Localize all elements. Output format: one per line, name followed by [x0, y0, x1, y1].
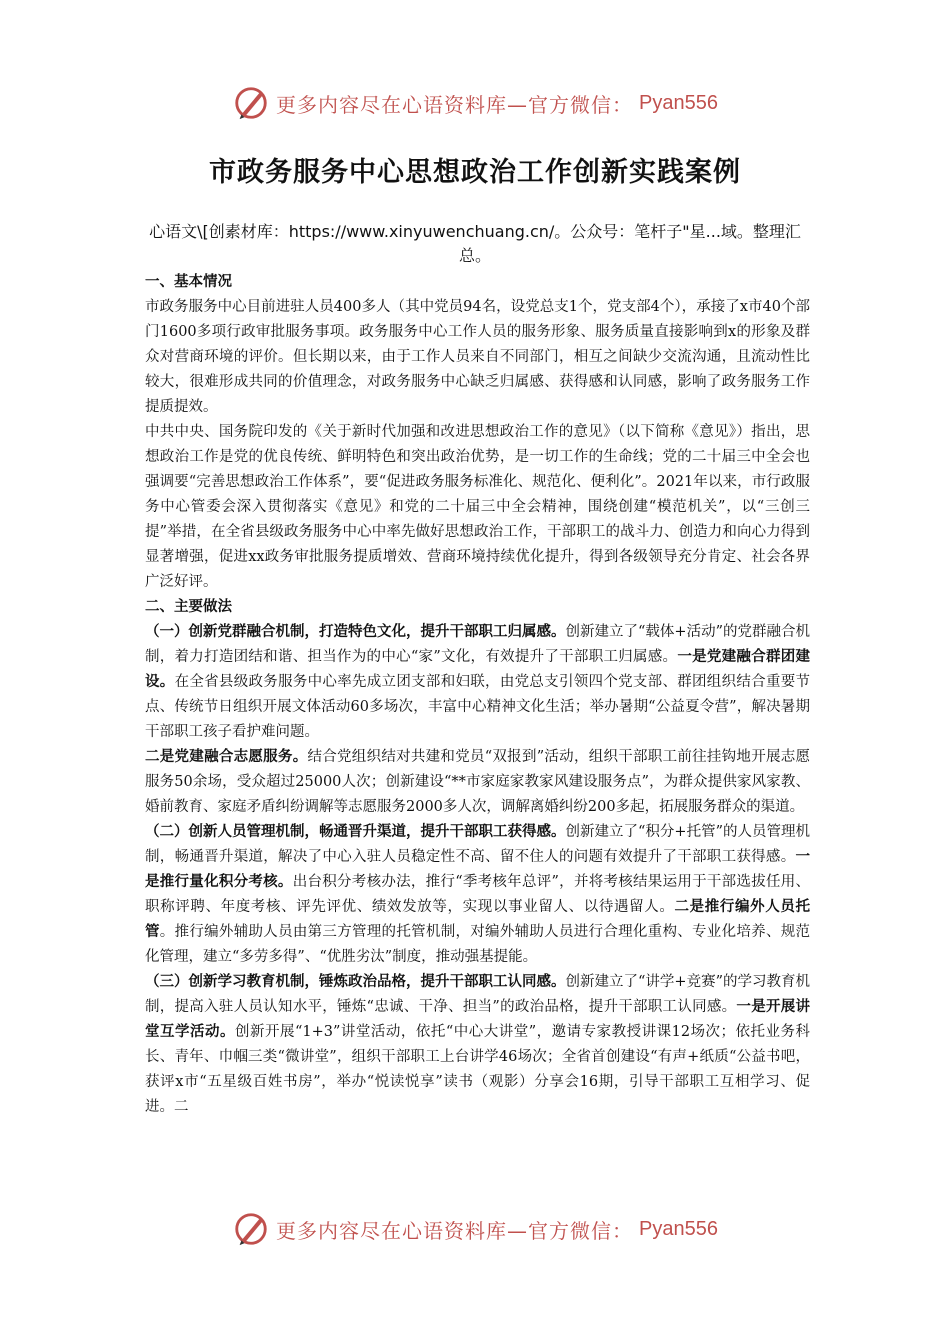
pen-logo-icon [232, 84, 270, 122]
paragraph [145, 970, 810, 1120]
paragraph-text: 创新开展“1+3”讲堂活动，依托“中心大讲堂”，邀请专家教授讲课12场次；依托业务科长、青年、巾帼三类“微讲堂”，组织干部职工上台讲学46场次；全省首创建设“有声+纸质“公益书吧，获评x市“五星级百姓书房”，举办“悦读悦享”读书（观影）分享会16期，引导干部职工互相学习、促进。二 [145, 1024, 811, 1115]
banner-wechat-id: Pyan556 [639, 91, 718, 114]
point-heading: 一是推行量化积分考核。 [145, 849, 810, 890]
source-note: 心语文\[创素材库：https://www.xinyuwenchuang.cn/。公众号：笔杆子"星...域。整理汇总。 [149, 222, 801, 265]
paragraph-text: 创新建立了“积分+托管”的人员管理机制，畅通晋升渠道，解决了中心入驻人员稳定性不高、留不住人的问题有效提升了干部职工获得感。 [145, 824, 810, 865]
subsection-heading: （三）创新学习教育机制，锤炼政治品格，提升干部职工认同感。 [145, 974, 566, 990]
paragraph-text: 创新建立了“载体+活动”的党群融合机制，着力打造团结和谐、担当作为的中心“家”文化，有效提升了干部职工归属感。 [145, 624, 810, 665]
paragraph-text: 在全省县级政务服务中心率先成立团支部和妇联，由党总支引领四个党支部、群团组织结合重要节点、传统节日组织开展文体活动60多场次，丰富中心精神文化生活；举办暑期“公益夏令营”，解决暑期干部职工孩子看护难问题。 [145, 674, 811, 740]
point-heading: 一是开展讲堂互学活动。 [145, 999, 811, 1040]
paragraph-text: 创新建立了“讲学+竞赛”的学习教育机制，提高入驻人员认知水平，锤炼“忠诚、干净、担当”的政治品格，提升干部职工认同感。 [145, 974, 810, 1015]
header-watermark-banner [0, 80, 950, 126]
point-heading: 一是党建融合群团建设。 [145, 649, 811, 690]
subsection-heading: （一）创新党群融合机制，打造特色文化，提升干部职工归属感。 [145, 624, 566, 640]
paragraph [145, 620, 810, 745]
paragraph: 市政务服务中心目前进驻人员400多人（其中党员94名，设党总支1个，党支部4个），承接了x市40个部门1600多项行政审批服务事项。政务服务中心工作人员的服务形象、服务质量直接影响到x的形象及群众对营商环境的评价。但长期以来，由于工作人员来自不同部门，相互之间缺少交流沟通，且流动性比较大，很难形成共同的价值理念，对政务服务中心缺乏归属感、获得感和认同感，影响了政务服务工作提质提效。 [145, 299, 810, 415]
footer-watermark-banner [0, 1206, 950, 1252]
point-heading: 二是推行编外人员托管 [145, 899, 811, 940]
banner-text: 更多内容尽在心语资料库—官方微信： [276, 92, 634, 117]
banner-text: 更多内容尽在心语资料库—官方微信： [276, 1218, 634, 1243]
paragraph [145, 820, 810, 970]
paragraph-text: 。推行编外辅助人员由第三方管理的托管机制，对编外辅助人员进行合理化重构、专业化培养、规范化管理，建立“多劳多得”、“优胜劣汰”制度，推动强基提能。 [145, 924, 811, 965]
paragraph: 中共中央、国务院印发的《关于新时代加强和改进思想政治工作的意见》（以下简称《意见》）指出，思想政治工作是党的优良传统、鲜明特色和突出政治优势，是一切工作的生命线；党的二十届三中全会也强调要“完善思想政治工作体系”，要“促进政务服务标准化、规范化、便利化”。2021年以来，市行政服务中心管委会深入贯彻落实《意见》和党的二十届三中全会精神，围绕创建“模范机关”，以“三创三提”举措，在全省县级政务服务中心中率先做好思想政治工作，干部职工的战斗力、创造力和向心力得到显著增强，促进xx政务审批服务提质增效、营商环境持续优化提升，得到各级领导充分肯定、社会各界广泛好评。 [145, 424, 810, 590]
subsection-heading: （二）创新人员管理机制，畅通晋升渠道，提升干部职工获得感。 [145, 824, 566, 840]
point-heading: 二是党建融合志愿服务。 [145, 749, 308, 765]
banner-wechat-id: Pyan556 [639, 1217, 718, 1240]
document-body [145, 270, 810, 1120]
paragraph [145, 745, 810, 820]
paragraph-text: 结合党组织结对共建和党员“双报到”活动，组织干部职工前往挂钩地开展志愿服务50余场，受众超过25000人次；创新建设“**市家庭家教家风建设服务点”，为群众提供家风家教、婚前教育、家庭矛盾纠纷调解等志愿服务2000多人次，调解离婚纠纷200多起，拓展服务群众的渠道。 [145, 749, 811, 815]
section-heading-practices: 二、主要做法 [145, 599, 232, 615]
section-heading-basic: 一、基本情况 [145, 274, 232, 290]
pen-logo-icon [232, 1210, 270, 1248]
document-title: 市政务服务中心思想政治工作创新实践案例 [209, 157, 741, 188]
paragraph-text: 出台积分考核办法，推行“季考核年总评”，并将考核结果运用于干部选拔任用、职称评聘、年度考核、评先评优、绩效发放等，实现以事业留人、以待遇留人。 [145, 874, 811, 915]
